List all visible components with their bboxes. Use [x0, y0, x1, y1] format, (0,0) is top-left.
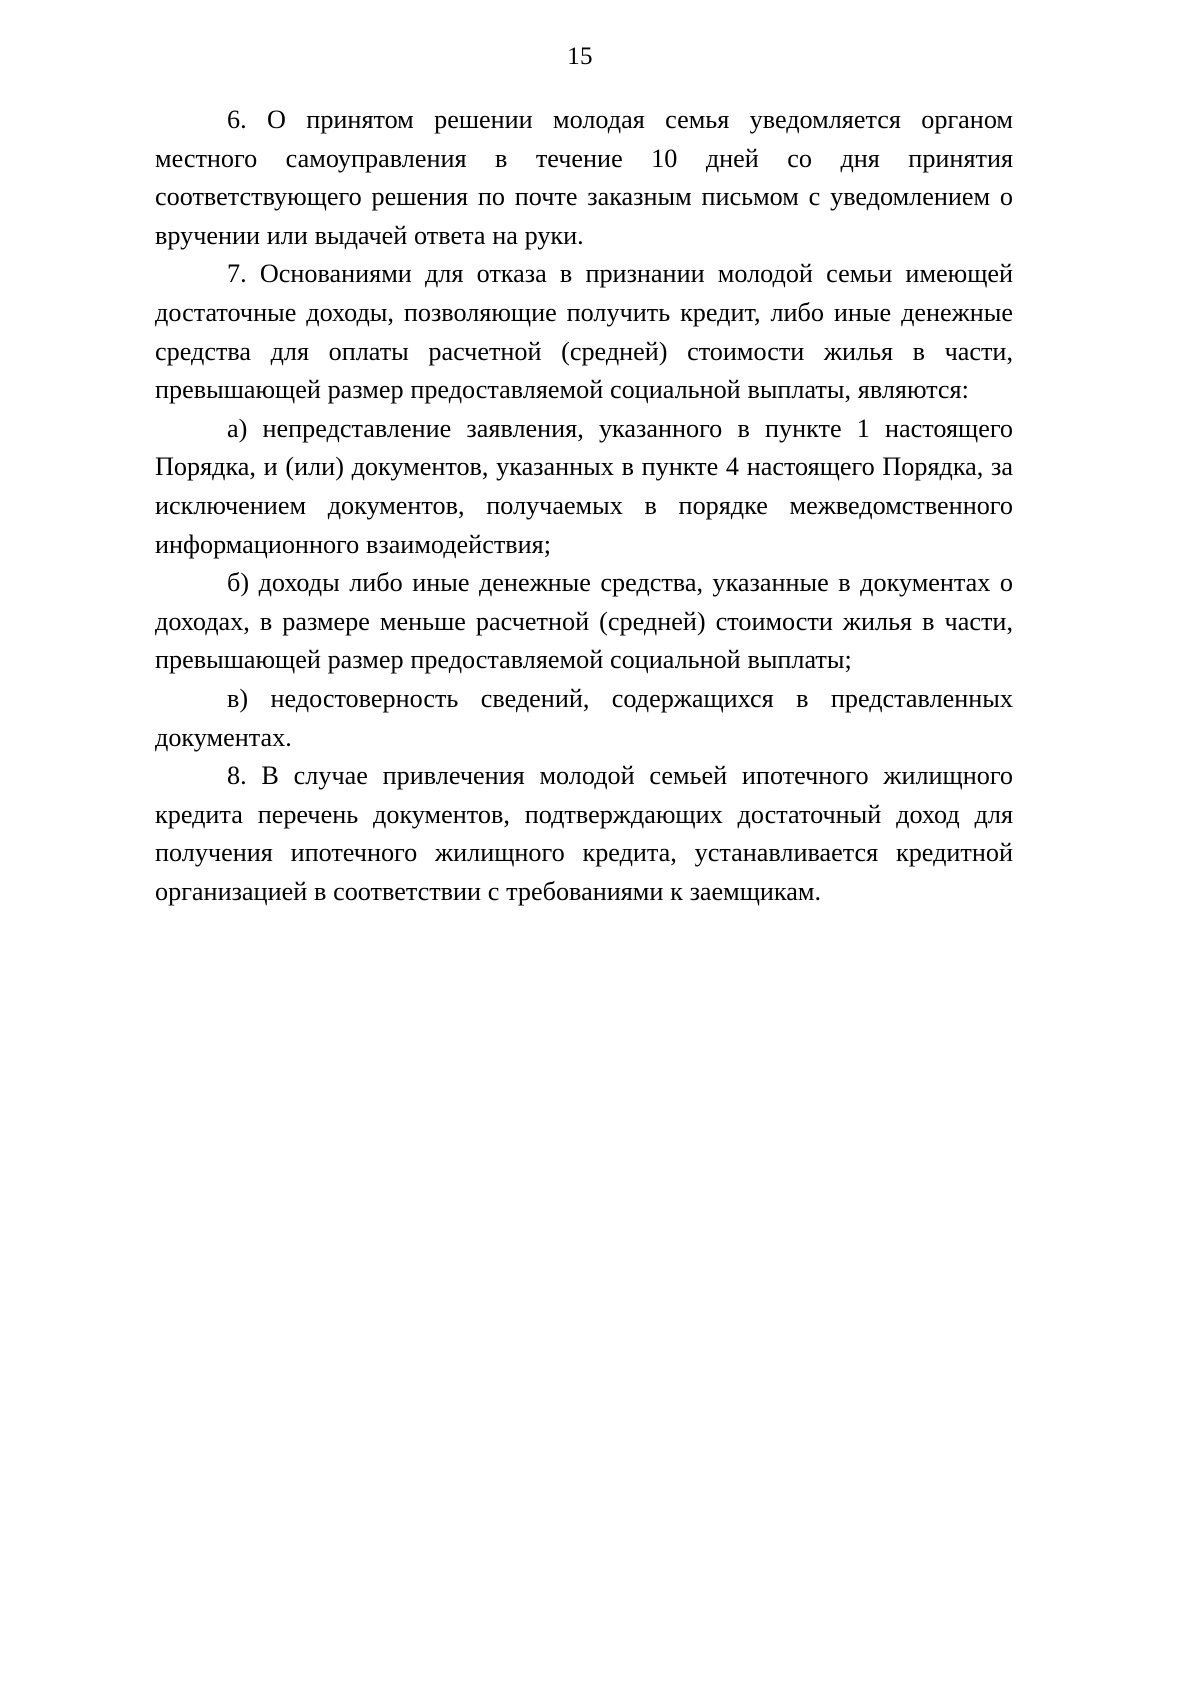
paragraph-item-7v: в) недостоверность сведений, содержащихся в представленных документах.	[155, 683, 1013, 752]
paragraph-item-7: 7. Основаниями для отказа в признании молодой семьи имеющей достаточные доходы, позволяющие получить кредит, либо иные денежные средства для оплаты расчетной (средней) стоимости жилья в части, превышающей размер предоставляемой социальной выплаты, являются:	[155, 259, 1013, 405]
page-header	[0, 44, 1200, 69]
document-body	[155, 101, 1013, 911]
paragraph-item-6: 6. О принятом решении молодая семья уведомляется органом местного самоуправления в течение 10 дней со дня принятия соответствующего решения по почте заказным письмом с уведомлением о вручении или выдачей ответа на руки.	[155, 105, 1013, 250]
paragraph-item-7a: а) непредставление заявления, указанного в пункте 1 настоящего Порядка, и (или) документов, указанных в пункте 4 настоящего Порядка, за исключением документов, получаемых в порядке межведомственного информационного взаимодействия;	[155, 413, 1013, 559]
paragraph-item-8: 8. В случае привлечения молодой семьей ипотечного жилищного кредита перечень документов, подтверждающих достаточный доход для получения ипотечного жилищного кредита, устанавливается кредитной организацией в соответствии с требованиями к заемщикам.	[155, 761, 1013, 906]
paragraph-item-7b: б) доходы либо иные денежные средства, указанные в документах о доходах, в размере меньше расчетной (средней) стоимости жилья в части, превышающей размер предоставляемой социальной выплаты;	[155, 568, 1013, 675]
page-number: 15	[567, 43, 593, 70]
